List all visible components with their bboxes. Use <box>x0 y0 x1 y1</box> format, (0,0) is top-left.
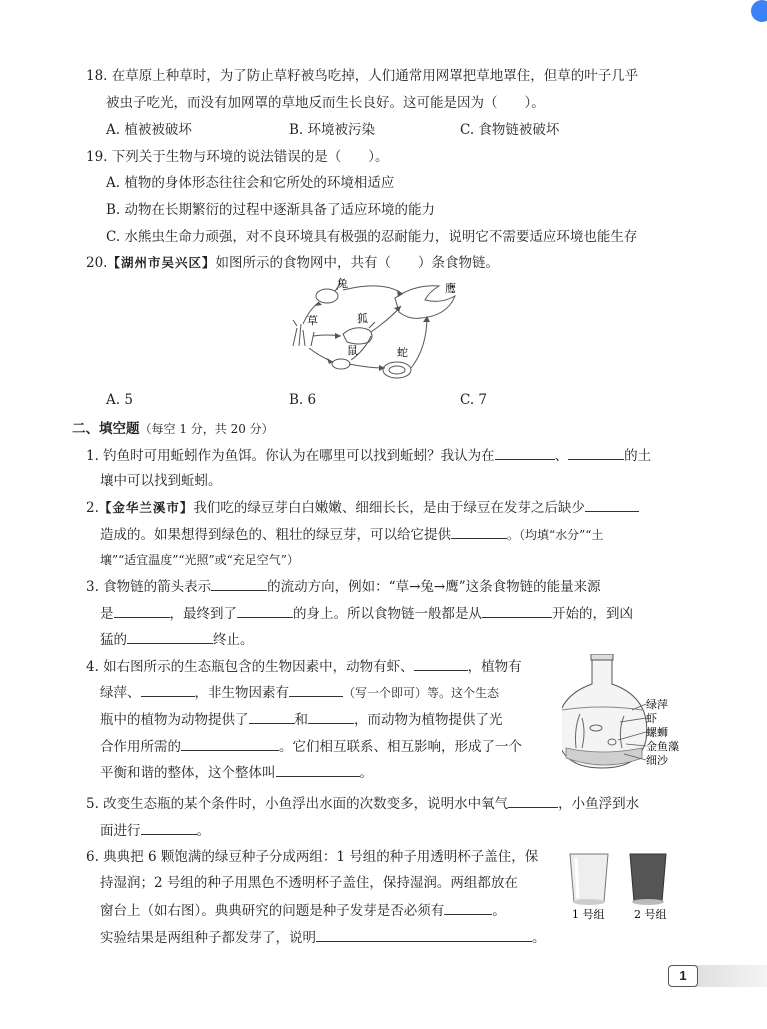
q20-option-c: C. 7 <box>460 392 488 408</box>
f4-line1 <box>86 656 522 677</box>
f2-line3: 壤”“适宜温度”“光照”或“充足空气”） <box>100 553 299 567</box>
f2-text-2: 造成的。如果想得到绿色的、粗壮的绿豆芽，可以给它提供 <box>100 527 451 543</box>
f6-text-1: 窗台上（如右图）。典典研究的问题是种子发芽是否必须有 <box>100 903 445 919</box>
f1-blank-2[interactable] <box>568 445 624 460</box>
q18-option-a: A. 植被被破坏 <box>106 122 192 138</box>
f3-blank-5[interactable] <box>127 629 213 644</box>
f3-blank-4[interactable] <box>482 603 552 618</box>
section2-note: （每空 1 分，共 20 分） <box>139 422 274 436</box>
f3-text-6: 开始的，到凶 <box>552 606 633 622</box>
f4-blank-3[interactable] <box>289 682 343 697</box>
f6-text-2: 。 <box>492 903 506 919</box>
food-web-fox-label: 狐 <box>357 312 368 325</box>
q20-num: 20. <box>86 255 108 271</box>
f1-line2: 壤中可以找到蚯蚓。 <box>100 473 222 489</box>
q18-option-b: B. 环境被污染 <box>289 122 376 138</box>
q20-region-tag: 【湖州市吴兴区】 <box>107 255 216 270</box>
f5-text-4: 。 <box>196 823 210 839</box>
food-web-grass-label: 草 <box>307 314 318 327</box>
f3-line3 <box>100 629 254 650</box>
f4-line5 <box>100 762 373 783</box>
food-web-eagle-label: 鹰 <box>445 282 456 295</box>
f4-text-7: 和 <box>294 712 308 728</box>
f4-blank-1[interactable] <box>414 656 468 671</box>
cup-group-1-label: 1 号组 <box>572 908 605 921</box>
f5-line2 <box>100 820 210 841</box>
q20-stem: 如图所示的食物网中，共有（ ）条食物链。 <box>215 255 499 271</box>
f6-blank-1[interactable] <box>444 900 492 915</box>
section2-title: 二、填空题 <box>72 421 140 437</box>
f4-blank-4[interactable] <box>249 709 295 724</box>
f4-text-1: 4. 如右图所示的生态瓶包含的生物因素中，动物有虾、 <box>86 659 414 675</box>
f4-text-12: 。 <box>359 765 373 781</box>
f3-blank-3[interactable] <box>237 603 293 618</box>
f4-text-8: ，而动物为植物提供了光 <box>354 712 503 728</box>
f6-text-3: 实验结果是两组种子都发芽了，说明 <box>100 930 316 946</box>
q18-line2: 被虫子吃光，而没有加网罩的草地反而生长良好。这可能是因为（ ）。 <box>106 95 545 111</box>
f3-text-7: 猛的 <box>100 632 127 648</box>
f4-blank-7[interactable] <box>276 762 360 777</box>
f1-line1 <box>86 445 651 466</box>
page-number: 1 <box>668 965 698 987</box>
f5-text-3: 面进行 <box>100 823 141 839</box>
cup-group-2-label: 2 号组 <box>634 908 667 921</box>
f4-text-2: ，植物有 <box>467 659 522 675</box>
f2-line2 <box>100 524 603 545</box>
q19-option-a: A. 植物的身体形态往往会和它所处的环境相适应 <box>106 175 395 191</box>
q19-option-b: B. 动物在长期繁衍的过程中逐渐具备了适应环境的能力 <box>106 202 436 218</box>
f5-line1 <box>86 793 639 814</box>
f4-text-4: ，非生物因素有 <box>194 685 289 701</box>
section2-heading <box>72 419 274 439</box>
eco-bottle-algae-label: 金鱼藻 <box>646 740 679 753</box>
q19-stem: 19. 下列关于生物与环境的说法错误的是（ ）。 <box>86 149 389 165</box>
f2-blank-1[interactable] <box>585 497 639 512</box>
f1-text-end: 的土 <box>624 448 652 464</box>
f2-text: 我们吃的绿豆芽白白嫩嫩、细细长长，是由于绿豆在发芽之后缺少 <box>193 500 585 516</box>
f3-blank-1[interactable] <box>211 576 267 591</box>
f6-line3 <box>100 900 506 921</box>
f4-text-3: 绿萍、 <box>100 685 141 701</box>
f4-text-6: 瓶中的植物为动物提供了 <box>100 712 249 728</box>
f6-text-4: 。 <box>532 930 546 946</box>
eco-bottle-snail-label: 螺蛳 <box>646 726 668 739</box>
cups-figure <box>562 848 674 922</box>
f4-line2 <box>100 682 499 703</box>
f6-line2: 持湿润；2 号组的种子用黑色不透明杯子盖住，保持湿润。两组都放在 <box>100 875 518 891</box>
f3-line2 <box>100 603 633 624</box>
f3-text-3: 是 <box>100 606 114 622</box>
eco-bottle-figure <box>562 654 682 772</box>
f6-blank-2[interactable] <box>316 927 532 942</box>
f4-text-11: 平衡和谐的整体，这个整体叫 <box>100 765 276 781</box>
food-web-figure <box>285 276 475 388</box>
q20-option-a: A. 5 <box>106 392 133 408</box>
eco-bottle-sand-label: 细沙 <box>646 754 668 767</box>
q18-line1: 18. 在草原上种草时，为了防止草籽被鸟吃掉，人们通常用网罩把草地罩住，但草的叶子几乎 <box>86 68 639 84</box>
q20-option-b: B. 6 <box>289 392 317 408</box>
f3-text-2: 的流动方向，例如：“草→兔→鹰”这条食物链的能量来源 <box>267 579 601 595</box>
corner-indicator <box>751 0 767 22</box>
f3-text-1: 3. 食物链的箭头表示 <box>86 579 212 595</box>
f5-text-1: 5. 改变生态瓶的某个条件时，小鱼浮出水面的次数变多，说明水中氧气 <box>86 796 509 812</box>
f1-blank-1[interactable] <box>495 445 555 460</box>
f4-blank-2[interactable] <box>141 682 195 697</box>
q20-line <box>86 253 499 273</box>
f5-blank-2[interactable] <box>141 820 197 835</box>
f3-text-8: 终止。 <box>213 632 254 648</box>
food-web-mouse-label: 鼠 <box>347 344 358 357</box>
f4-line3 <box>100 709 503 730</box>
f3-blank-2[interactable] <box>114 603 170 618</box>
f4-text-5: （写一个即可）等。这个生态 <box>343 686 500 700</box>
f2-hint-1: 。（均填“水分”“土 <box>507 528 604 542</box>
f4-line4 <box>100 736 522 757</box>
f3-text-5: 的身上。所以食物链一般都是从 <box>293 606 482 622</box>
f4-text-9: 合作用所需的 <box>100 739 181 755</box>
f5-text-2: ，小鱼浮到水 <box>558 796 640 812</box>
f2-blank-2[interactable] <box>451 524 507 539</box>
eco-bottle-duckweed-label: 绿萍 <box>646 698 668 711</box>
food-web-rabbit-label: 兔 <box>337 277 348 290</box>
f2-line1 <box>86 497 639 518</box>
food-web-snake-label: 蛇 <box>397 346 408 359</box>
f3-text-4: ，最终到了 <box>169 606 237 622</box>
f2-region-tag: 【金华兰溪市】 <box>98 500 194 515</box>
f2-num: 2. <box>86 500 99 516</box>
f4-blank-5[interactable] <box>308 709 354 724</box>
eco-bottle-shrimp-label: 虾 <box>646 712 657 725</box>
f4-blank-6[interactable] <box>181 736 279 751</box>
f1-separator: 、 <box>554 448 569 464</box>
f6-line4 <box>100 927 546 948</box>
f6-line1: 6. 典典把 6 颗饱满的绿豆种子分成两组：1 号组的种子用透明杯子盖住，保 <box>86 849 539 865</box>
f1-text: 1. 钓鱼时可用蚯蚓作为鱼饵。你认为在哪里可以找到蚯蚓？我认为在 <box>86 448 495 464</box>
f4-text-10: 。它们相互联系、相互影响，形成了一个 <box>279 739 522 755</box>
f3-line1 <box>86 576 601 597</box>
q18-option-c: C. 食物链被破坏 <box>460 122 560 138</box>
f5-blank-1[interactable] <box>508 793 558 808</box>
q19-option-c: C. 水熊虫生命力顽强，对不良环境具有极强的忍耐能力，说明它不需要适应环境也能生存 <box>106 229 638 245</box>
